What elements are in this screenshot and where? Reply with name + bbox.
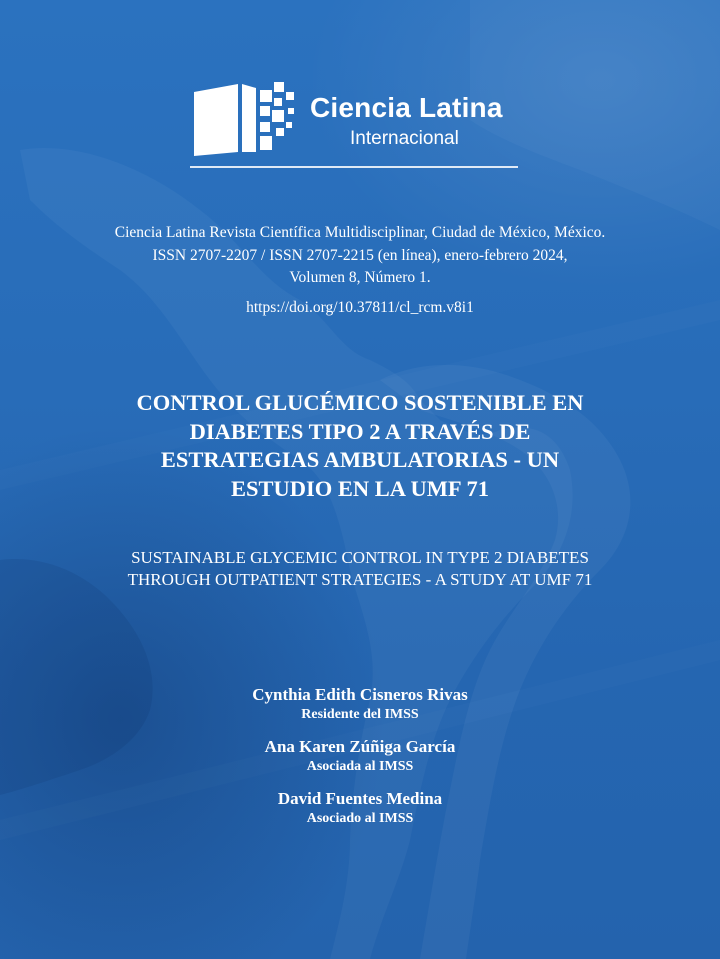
open-book-pixel-icon xyxy=(190,78,302,158)
author-affiliation: Asociada al IMSS xyxy=(306,759,414,774)
author-entry xyxy=(160,684,560,724)
author-affiliation: Residente del IMSS xyxy=(301,707,419,722)
title-line: SUSTAINABLE GLYCEMIC CONTROL IN TYPE 2 DIABETES xyxy=(131,548,589,567)
journal-info-line: ISSN 2707-2207 / ISSN 2707-2215 (en línea), enero-febrero 2024, xyxy=(152,246,568,264)
author-affiliation: Asociado al IMSS xyxy=(306,811,414,826)
logo-divider xyxy=(190,166,518,168)
title-line: THROUGH OUTPATIENT STRATEGIES - A STUDY AT UMF 71 xyxy=(127,570,593,589)
journal-info xyxy=(40,222,680,290)
article-title-english xyxy=(60,547,660,591)
author-name: David Fuentes Medina xyxy=(277,789,443,808)
article-title-spanish xyxy=(60,389,660,503)
title-line: ESTUDIO EN LA UMF 71 xyxy=(231,475,489,501)
author-name: Ana Karen Zúñiga García xyxy=(264,737,456,756)
journal-logo-subtitle: Internacional xyxy=(350,128,459,149)
journal-info-line: Ciencia Latina Revista Científica Multidisciplinar, Ciudad de México, México. xyxy=(114,224,606,241)
author-name: Cynthia Edith Cisneros Rivas xyxy=(252,685,468,704)
journal-logo-name: Ciencia Latina xyxy=(310,92,503,123)
title-line: CONTROL GLUCÉMICO SOSTENIBLE EN xyxy=(136,390,584,415)
journal-doi-link[interactable]: https://doi.org/10.37811/cl_rcm.v8i1 xyxy=(246,299,474,316)
author-entry xyxy=(160,736,560,776)
journal-logo xyxy=(190,78,520,170)
journal-info-line: Volumen 8, Número 1. xyxy=(289,269,431,286)
author-list xyxy=(160,684,560,840)
author-entry xyxy=(160,788,560,828)
title-line: DIABETES TIPO 2 A TRAVÉS DE xyxy=(189,418,531,444)
title-line: ESTRATEGIAS AMBULATORIAS - UN xyxy=(160,447,560,472)
